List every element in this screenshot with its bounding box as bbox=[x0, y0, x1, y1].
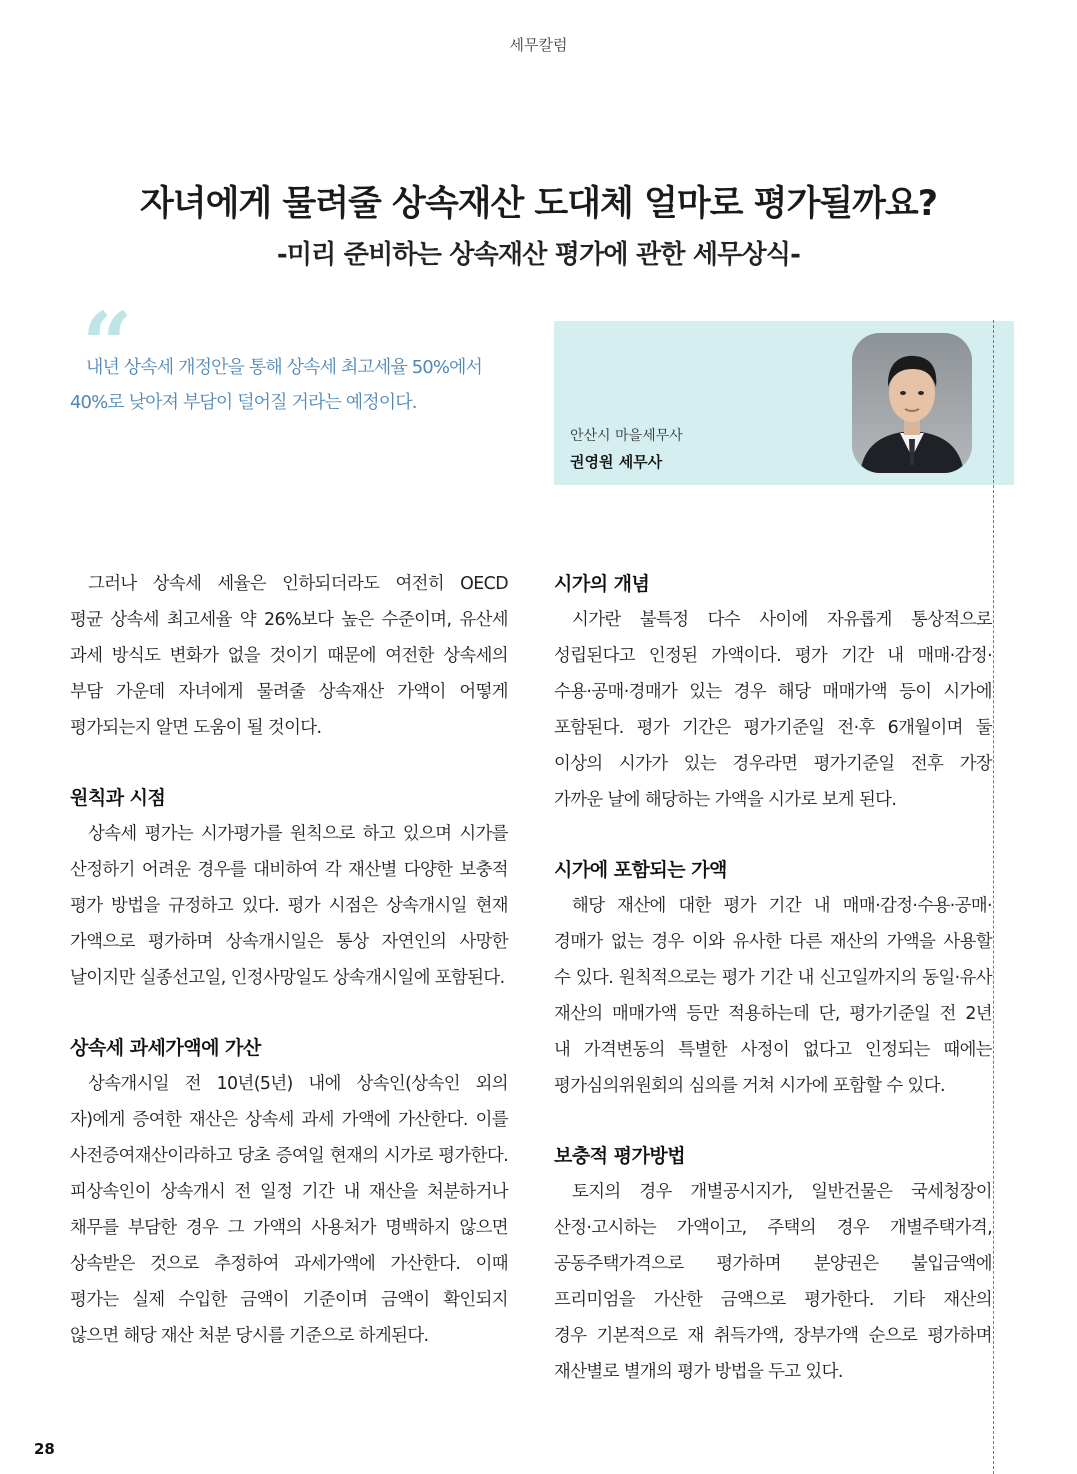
text-line: 재산별로 별개의 평가 방법을 두고 있다. bbox=[554, 1362, 843, 1382]
text-line: 가액으로 평가하며 상속개시일은 통상 자연인의 사망한 bbox=[70, 932, 508, 952]
text-line: 가까운 날에 해당하는 가액을 시가로 보게 된다. bbox=[554, 790, 897, 810]
text-line: 날이지만 실종선고일, 인정사망일도 상속개시일에 포함된다. bbox=[70, 968, 505, 988]
paragraph-market-value-concept bbox=[554, 602, 992, 818]
text-line: 토지의 경우 개별공시지가, 일반건물은 국세청장이 bbox=[572, 1182, 992, 1202]
section-tag: 세무칼럼 bbox=[509, 36, 568, 54]
text-line: 이상의 시가가 있는 경우라면 평가기준일 전후 가장 bbox=[554, 754, 992, 774]
text-line: 산정하기 어려운 경우를 대비하여 각 재산별 다양한 보충적 bbox=[70, 860, 508, 880]
text-line: 수용·공매·경매가 있는 경우 해당 매매가액 등이 시가에 bbox=[554, 682, 992, 702]
author-portrait bbox=[852, 333, 972, 473]
text-line: 그러나 상속세 세율은 인하되더라도 여전히 OECD bbox=[88, 574, 508, 594]
author-role: 안산시 마을세무사 bbox=[570, 428, 683, 444]
text-line: 상속세 평가는 시가평가를 원칙으로 하고 있으며 시가를 bbox=[88, 824, 508, 844]
text-line: 평가심의위원회의 심의를 거쳐 시가에 포함할 수 있다. bbox=[554, 1076, 945, 1096]
text-line: 평가 방법을 규정하고 있다. 평가 시점은 상속개시일 현재 bbox=[70, 896, 508, 916]
text-line: 시가란 불특정 다수 사이에 자유롭게 통상적으로 bbox=[572, 610, 992, 630]
text-line: 경매가 없는 경우 이와 유사한 다른 재산의 가액을 사용할 bbox=[554, 932, 992, 952]
text-line: 재산의 매매가액 등만 적용하는데 단, 평가기준일 전 2년 bbox=[554, 1004, 992, 1024]
text-line: 상속받은 것으로 추정하여 과세가액에 가산한다. 이때 bbox=[70, 1254, 508, 1274]
text-line: 평가되는지 알면 도움이 될 것이다. bbox=[70, 718, 322, 738]
quote-mark-icon: “ bbox=[82, 292, 133, 396]
text-line: 프리미엄을 가산한 금액으로 평가한다. 기타 재산의 bbox=[554, 1290, 992, 1310]
pull-quote bbox=[70, 350, 520, 420]
text-line: 수 있다. 원칙적으로는 평가 기간 내 신고일까지의 동일·유사 bbox=[554, 968, 992, 988]
paragraph-supplementary-method bbox=[554, 1174, 992, 1390]
article-subtitle: -미리 준비하는 상속재산 평가에 관한 세무상식- bbox=[276, 240, 801, 270]
left-column bbox=[70, 566, 508, 1354]
text-line: 경우 기본적으로 재 취득가액, 장부가액 순으로 평가하며 bbox=[554, 1326, 992, 1346]
text-line: 내 가격변동의 특별한 사정이 없다고 인정되는 때에는 bbox=[554, 1040, 992, 1060]
text-line: 포함된다. 평가 기간은 평가기준일 전·후 6개월이며 둘 bbox=[554, 718, 992, 738]
text-line: 과세 방식도 변화가 없을 것이기 때문에 여전한 상속세의 bbox=[70, 646, 508, 666]
author-name: 권영원 세무사 bbox=[570, 453, 663, 471]
author-box bbox=[554, 321, 1014, 485]
text-line: 평가는 실제 수입한 금액이 기준이며 금액이 확인되지 bbox=[70, 1290, 508, 1310]
paragraph-taxable-addition bbox=[70, 1066, 508, 1354]
pull-quote-line: 내년 상속세 개정안을 통해 상속세 최고세율 50%에서 bbox=[86, 357, 482, 378]
text-line: 않으면 해당 재산 처분 당시를 기준으로 하게된다. bbox=[70, 1326, 429, 1346]
text-line: 부담 가운데 자녀에게 물려줄 상속재산 가액이 어떻게 bbox=[70, 682, 508, 702]
article-title: 자녀에게 물려줄 상속재산 도대체 얼마로 평가될까요? bbox=[139, 184, 938, 224]
margin-dotted-rule bbox=[993, 320, 994, 1474]
heading-supplementary-method: 보충적 평가방법 bbox=[554, 1145, 686, 1167]
text-line: 상속개시일 전 10년(5년) 내에 상속인(상속인 외의 bbox=[88, 1074, 508, 1094]
heading-principle-and-timing: 원칙과 시점 bbox=[70, 787, 166, 809]
text-line: 자)에게 증여한 재산은 상속세 과세 가액에 가산한다. 이를 bbox=[70, 1110, 508, 1130]
text-line: 성립된다고 인정된 가액이다. 평가 기간 내 매매·감정· bbox=[554, 646, 992, 666]
page-number: 28 bbox=[34, 1440, 55, 1458]
text-line: 산정·고시하는 가액이고, 주택의 경우 개별주택가격, bbox=[554, 1218, 992, 1238]
heading-taxable-addition: 상속세 과세가액에 가산 bbox=[70, 1037, 261, 1059]
paragraph-included-values bbox=[554, 888, 992, 1104]
text-line: 사전증여재산이라하고 당초 증여일 현재의 시가로 평가한다. bbox=[70, 1146, 508, 1166]
heading-included-values: 시가에 포함되는 가액 bbox=[554, 859, 727, 881]
portrait-image bbox=[852, 333, 972, 473]
pull-quote-line: 40%로 낮아져 부담이 덜어질 거라는 예정이다. bbox=[70, 392, 417, 413]
heading-market-value-concept: 시가의 개념 bbox=[554, 573, 650, 595]
intro-paragraph bbox=[70, 566, 508, 746]
text-line: 공동주택가격으로 평가하며 분양권은 불입금액에 bbox=[554, 1254, 992, 1274]
text-line: 해당 재산에 대한 평가 기간 내 매매·감정·수용·공매· bbox=[572, 896, 992, 916]
text-line: 평균 상속세 최고세율 약 26%보다 높은 수준이며, 유산세 bbox=[70, 610, 508, 630]
text-line: 피상속인이 상속개시 전 일정 기간 내 재산을 처분하거나 bbox=[70, 1182, 508, 1202]
paragraph-principle-and-timing bbox=[70, 816, 508, 996]
text-line: 채무를 부담한 경우 그 가액의 사용처가 명백하지 않으면 bbox=[70, 1218, 508, 1238]
right-column bbox=[554, 566, 992, 1390]
